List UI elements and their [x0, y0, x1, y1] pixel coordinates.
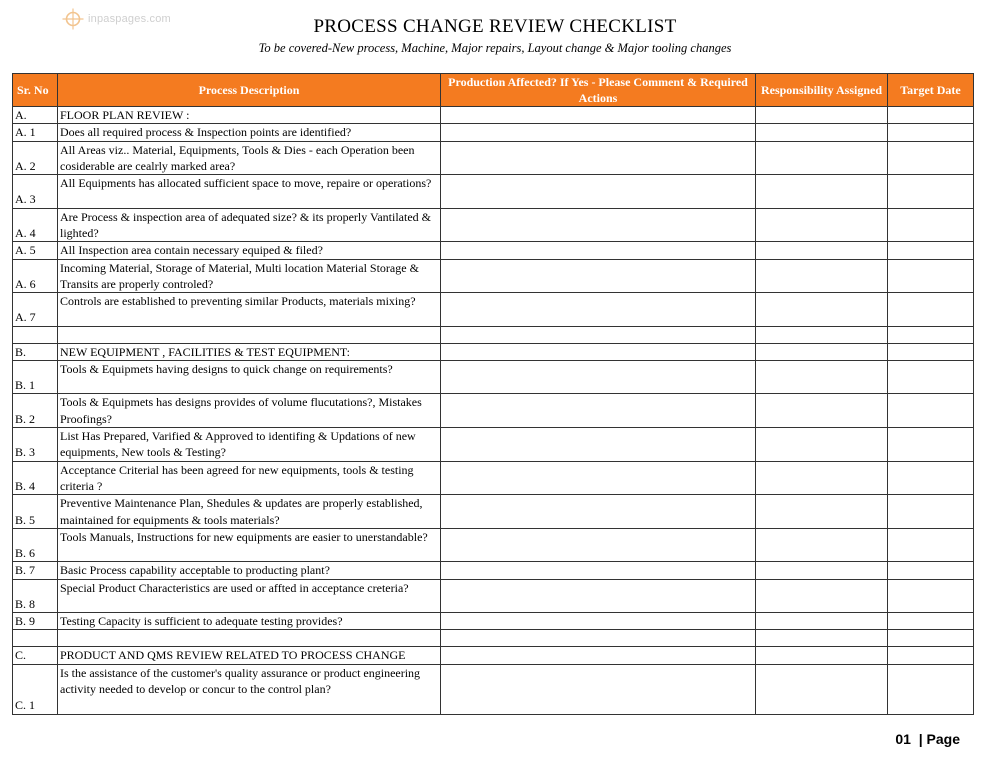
sr-no-cell: B. 4: [13, 461, 58, 495]
responsibility-cell[interactable]: [756, 664, 888, 714]
sr-no-cell: B. 1: [13, 360, 58, 394]
target-date-cell[interactable]: [888, 461, 974, 495]
process-description-cell: Tools Manuals, Instructions for new equipments are easier to unerstandable?: [58, 528, 441, 562]
target-date-cell[interactable]: [888, 647, 974, 664]
responsibility-cell[interactable]: [756, 208, 888, 242]
production-affected-cell[interactable]: [441, 579, 756, 613]
table-row: [13, 647, 974, 664]
production-affected-cell[interactable]: [441, 428, 756, 462]
target-date-cell[interactable]: [888, 613, 974, 630]
table-row: [13, 107, 974, 124]
sr-no-cell: B. 7: [13, 562, 58, 579]
production-affected-cell[interactable]: [441, 326, 756, 343]
process-description-cell: Acceptance Criterial has been agreed for new equipments, tools & testing criteria ?: [58, 461, 441, 495]
production-affected-cell[interactable]: [441, 495, 756, 529]
table-row: [13, 461, 974, 495]
production-affected-cell[interactable]: [441, 647, 756, 664]
target-date-cell[interactable]: [888, 293, 974, 327]
process-description-cell: Incoming Material, Storage of Material, Multi location Material Storage & Transits are properly controled?: [58, 259, 441, 293]
target-date-cell[interactable]: [888, 495, 974, 529]
table-row: [13, 293, 974, 327]
sr-no-cell: B. 6: [13, 528, 58, 562]
table-row: [13, 495, 974, 529]
sr-no-cell: C.: [13, 647, 58, 664]
responsibility-cell[interactable]: [756, 124, 888, 141]
target-date-cell[interactable]: [888, 242, 974, 259]
responsibility-cell[interactable]: [756, 495, 888, 529]
responsibility-cell[interactable]: [756, 579, 888, 613]
process-description-cell: FLOOR PLAN REVIEW :: [58, 107, 441, 124]
target-date-cell[interactable]: [888, 343, 974, 360]
process-description-cell: NEW EQUIPMENT , FACILITIES & TEST EQUIPMENT:: [58, 343, 441, 360]
responsibility-cell[interactable]: [756, 293, 888, 327]
table-row: [13, 579, 974, 613]
column-header-sr-no: Sr. No: [13, 74, 58, 107]
column-header-responsibility: Responsibility Assigned: [756, 74, 888, 107]
target-date-cell[interactable]: [888, 124, 974, 141]
target-date-cell[interactable]: [888, 428, 974, 462]
process-description-cell: All Areas viz.. Material, Equipments, Tools & Dies - each Operation been cosiderable are cealrly marked area?: [58, 141, 441, 175]
responsibility-cell[interactable]: [756, 562, 888, 579]
responsibility-cell[interactable]: [756, 107, 888, 124]
target-date-cell[interactable]: [888, 175, 974, 209]
table-row: [13, 664, 974, 714]
table-row: [13, 242, 974, 259]
sr-no-cell: A. 6: [13, 259, 58, 293]
target-date-cell[interactable]: [888, 326, 974, 343]
process-description-cell: Basic Process capability acceptable to producting plant?: [58, 562, 441, 579]
process-description-cell: Special Product Characteristics are used or affted in acceptance creteria?: [58, 579, 441, 613]
process-description-cell: All Inspection area contain necessary equiped & filed?: [58, 242, 441, 259]
process-description-cell: PRODUCT AND QMS REVIEW RELATED TO PROCESS CHANGE: [58, 647, 441, 664]
process-description-cell: Preventive Maintenance Plan, Shedules & updates are properly established, maintained for equipments & tools materials?: [58, 495, 441, 529]
process-description-cell: All Equipments has allocated sufficient space to move, repaire or operations?: [58, 175, 441, 209]
responsibility-cell[interactable]: [756, 175, 888, 209]
production-affected-cell[interactable]: [441, 360, 756, 394]
target-date-cell[interactable]: [888, 208, 974, 242]
target-date-cell[interactable]: [888, 664, 974, 714]
table-row: [13, 394, 974, 428]
sr-no-cell: A.: [13, 107, 58, 124]
target-date-cell[interactable]: [888, 107, 974, 124]
table-row: [13, 343, 974, 360]
production-affected-cell[interactable]: [441, 107, 756, 124]
responsibility-cell[interactable]: [756, 242, 888, 259]
sr-no-cell: A. 2: [13, 141, 58, 175]
sr-no-cell: A. 1: [13, 124, 58, 141]
column-header-process-description: Process Description: [58, 74, 441, 107]
table-row: [13, 562, 974, 579]
page-number: [895, 731, 960, 747]
responsibility-cell[interactable]: [756, 461, 888, 495]
sr-no-cell: B. 2: [13, 394, 58, 428]
responsibility-cell[interactable]: [756, 428, 888, 462]
column-header-target-date: Target Date: [888, 74, 974, 107]
responsibility-cell[interactable]: [756, 647, 888, 664]
production-affected-cell[interactable]: [441, 124, 756, 141]
process-description-cell: [58, 630, 441, 647]
table-row-blank: [13, 326, 974, 343]
production-affected-cell[interactable]: [441, 343, 756, 360]
table-row: [13, 428, 974, 462]
table-row: [13, 613, 974, 630]
responsibility-cell[interactable]: [756, 630, 888, 647]
sr-no-cell: A. 5: [13, 242, 58, 259]
target-date-cell[interactable]: [888, 259, 974, 293]
target-date-cell[interactable]: [888, 360, 974, 394]
page-title: PROCESS CHANGE REVIEW CHECKLIST: [313, 16, 677, 37]
table-row-blank: [13, 630, 974, 647]
table-row: [13, 208, 974, 242]
sr-no-cell: B. 3: [13, 428, 58, 462]
process-description-cell: Does all required process & Inspection points are identified?: [58, 124, 441, 141]
process-description-cell: Controls are established to preventing similar Products, materials mixing?: [58, 293, 441, 327]
process-description-cell: Testing Capacity is sufficient to adequate testing provides?: [58, 613, 441, 630]
production-affected-cell[interactable]: [441, 664, 756, 714]
production-affected-cell[interactable]: [441, 562, 756, 579]
target-date-cell[interactable]: [888, 394, 974, 428]
checklist-table: [12, 73, 974, 715]
production-affected-cell[interactable]: [441, 293, 756, 327]
responsibility-cell[interactable]: [756, 259, 888, 293]
process-description-cell: Tools & Equipmets has designs provides of volume flucutations?, Mistakes Proofings?: [58, 394, 441, 428]
table-row: [13, 141, 974, 175]
page-number-label: | Page: [918, 731, 960, 747]
table-row: [13, 124, 974, 141]
target-date-cell[interactable]: [888, 528, 974, 562]
table-row: [13, 528, 974, 562]
sr-no-cell: B. 8: [13, 579, 58, 613]
production-affected-cell[interactable]: [441, 141, 756, 175]
table-row: [13, 175, 974, 209]
process-description-cell: [58, 326, 441, 343]
table-row: [13, 259, 974, 293]
process-description-cell: Tools & Equipmets having designs to quick change on requirements?: [58, 360, 441, 394]
production-affected-cell[interactable]: [441, 242, 756, 259]
responsibility-cell[interactable]: [756, 343, 888, 360]
responsibility-cell[interactable]: [756, 394, 888, 428]
sr-no-cell: A. 4: [13, 208, 58, 242]
sr-no-cell: [13, 630, 58, 647]
page-subtitle: To be covered-New process, Machine, Major repairs, Layout change & Major tooling changes: [258, 41, 732, 55]
process-description-cell: List Has Prepared, Varified & Approved to identifing & Updations of new equipments, New tools & Testing?: [58, 428, 441, 462]
sr-no-cell: C. 1: [13, 664, 58, 714]
sr-no-cell: A. 7: [13, 293, 58, 327]
responsibility-cell[interactable]: [756, 360, 888, 394]
production-affected-cell[interactable]: [441, 630, 756, 647]
watermark-text: inpaspages.com: [88, 13, 171, 25]
production-affected-cell[interactable]: [441, 175, 756, 209]
production-affected-cell[interactable]: [441, 461, 756, 495]
responsibility-cell[interactable]: [756, 528, 888, 562]
sr-no-cell: A. 3: [13, 175, 58, 209]
target-date-cell[interactable]: [888, 630, 974, 647]
target-date-cell[interactable]: [888, 141, 974, 175]
table-row: [13, 360, 974, 394]
sr-no-cell: B. 9: [13, 613, 58, 630]
responsibility-cell[interactable]: [756, 326, 888, 343]
production-affected-cell[interactable]: [441, 613, 756, 630]
sr-no-cell: B. 5: [13, 495, 58, 529]
sr-no-cell: B.: [13, 343, 58, 360]
responsibility-cell[interactable]: [756, 141, 888, 175]
target-date-cell[interactable]: [888, 579, 974, 613]
production-affected-cell[interactable]: [441, 259, 756, 293]
production-affected-cell[interactable]: [441, 394, 756, 428]
page-number-value: 01: [895, 731, 911, 747]
sr-no-cell: [13, 326, 58, 343]
table-header-row: [13, 74, 974, 107]
target-date-cell[interactable]: [888, 562, 974, 579]
process-description-cell: Is the assistance of the customer's quality assurance or product engineering activity needed to develop or concur to the control plan?: [58, 664, 441, 714]
production-affected-cell[interactable]: [441, 208, 756, 242]
process-description-cell: Are Process & inspection area of adequated size? & its properly Vantilated & lighted?: [58, 208, 441, 242]
column-header-production-affected: Production Affected? If Yes - Please Comment & Required Actions: [441, 74, 756, 107]
production-affected-cell[interactable]: [441, 528, 756, 562]
responsibility-cell[interactable]: [756, 613, 888, 630]
